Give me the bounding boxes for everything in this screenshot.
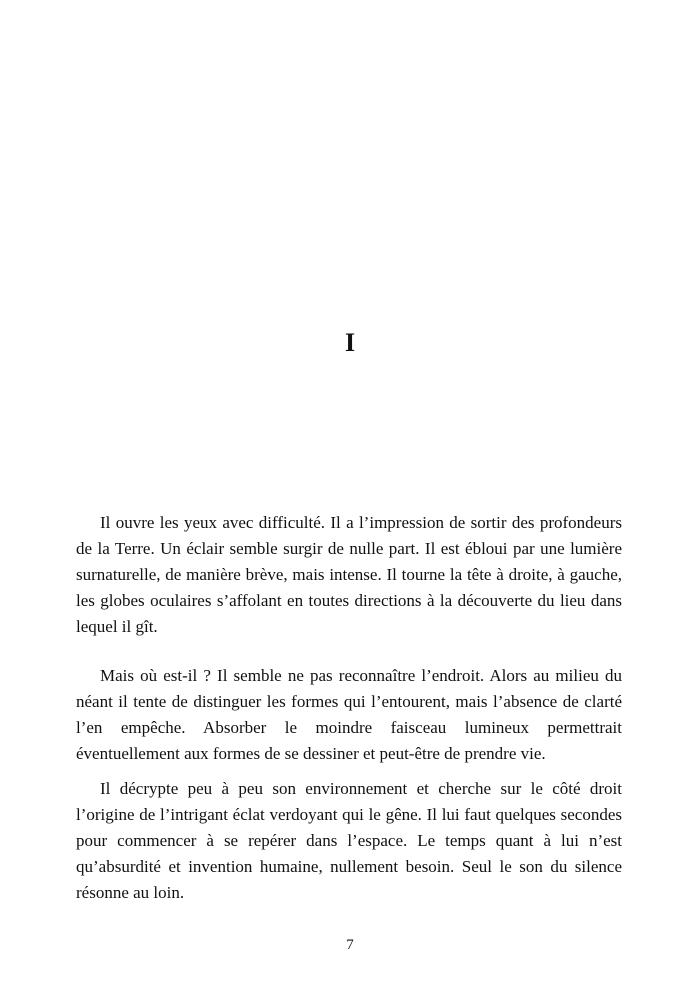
paragraph-2: Mais où est-il ? Il semble ne pas reconnaître l’endroit. Alors au milieu du néant il tente de distinguer les formes qui l’entourent, mais l’absence de clarté l’en empêche. Absorber le moindre faisceau lumineux permettrait éventuellement aux formes de se dessiner et peut-être de prendre vie. (76, 666, 622, 763)
paragraph-1: Il ouvre les yeux avec difficulté. Il a l’impression de sortir des profondeurs de la Terre. Un éclair semble surgir de nulle part. Il est ébloui par une lumière surnaturelle, de manière brève, mais intense. Il tourne la tête à droite, à gauche, les globes oculaires s’affolant en toutes directions à la découverte du lieu dans lequel il gît. (76, 513, 622, 636)
chapter-heading: I (344, 328, 356, 358)
page-number: 7 (346, 937, 354, 953)
paragraph-3: Il décrypte peu à peu son environnement et cherche sur le côté droit l’origine de l’intrigant éclat verdoyant qui le gêne. Il lui faut quelques secondes pour commencer à se repérer dans l’espace. Le temps quant à lui n’est qu’absurdité et invention humaine, nullement besoin. Seul le son du silence résonne au loin. (76, 779, 622, 902)
first-text-block (76, 510, 622, 640)
second-text-block (76, 663, 622, 906)
